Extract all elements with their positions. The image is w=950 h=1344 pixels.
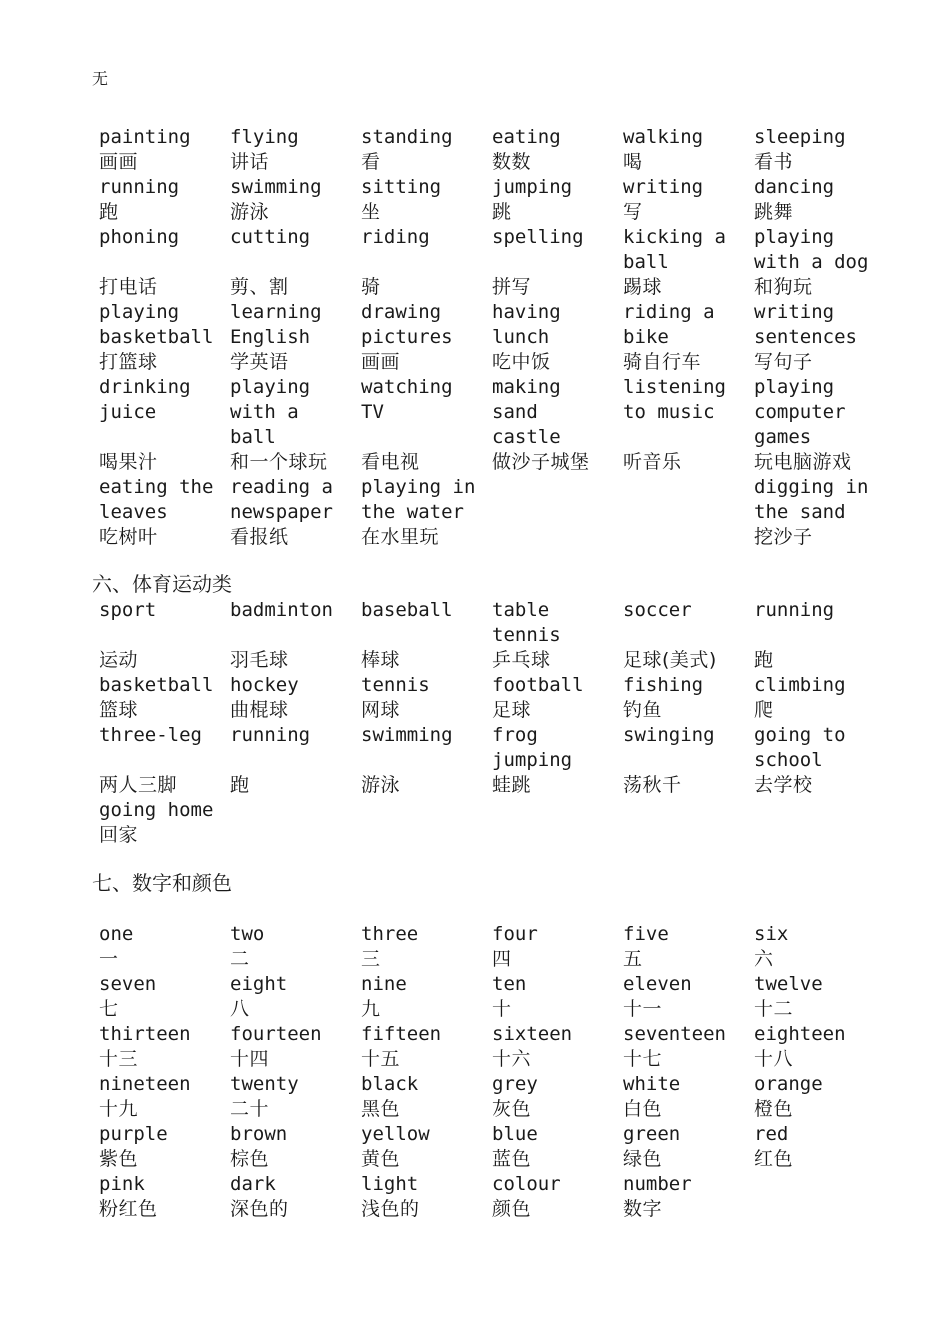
vocab-cell-english: badminton bbox=[230, 599, 333, 621]
vocab-cell-english: football bbox=[492, 674, 584, 696]
vocab-cell-chinese: 坐 bbox=[361, 201, 381, 223]
vocab-cell-english bbox=[361, 798, 492, 823]
vocab-cell-english: light bbox=[361, 1173, 419, 1195]
vocab-cell-chinese: 运动 bbox=[99, 649, 139, 671]
vocab-cell-english: playing in the water bbox=[361, 476, 487, 523]
vocab-cell-chinese: 做沙子城堡 bbox=[492, 451, 590, 473]
vocab-cell-chinese: 颜色 bbox=[492, 1198, 532, 1220]
vocab-cell-chinese: 挖沙子 bbox=[754, 526, 813, 548]
vocab-cell-chinese: 十 bbox=[492, 998, 512, 1020]
vocab-cell-chinese bbox=[754, 1197, 885, 1222]
vocab-cell-english: riding bbox=[361, 226, 430, 248]
vocab-cell-chinese: 十二 bbox=[754, 998, 794, 1020]
vocab-cell-english: number bbox=[623, 1173, 692, 1195]
vocab-cell-english bbox=[623, 798, 754, 823]
vocab-cell-english: spelling bbox=[492, 226, 584, 248]
vocab-cell-chinese bbox=[492, 525, 623, 550]
vocab-cell-chinese: 深色的 bbox=[230, 1198, 289, 1220]
vocab-cell-chinese: 学英语 bbox=[230, 351, 289, 373]
vocab-cell-english: swimming bbox=[361, 724, 453, 746]
vocab-cell-english: three-leg bbox=[99, 724, 202, 746]
vocab-cell-chinese: 听音乐 bbox=[623, 451, 682, 473]
vocab-cell-english: writing bbox=[623, 176, 704, 198]
vocab-cell-english: six bbox=[754, 923, 789, 945]
vocab-cell-chinese: 十七 bbox=[623, 1048, 663, 1070]
vocab-cell-chinese: 讲话 bbox=[230, 151, 270, 173]
vocab-cell-chinese: 钓鱼 bbox=[623, 699, 663, 721]
vocab-cell-chinese: 和一个球玩 bbox=[230, 451, 328, 473]
vocab-cell-english: brown bbox=[230, 1123, 288, 1145]
vocab-cell-english: purple bbox=[99, 1123, 168, 1145]
vocab-cell-chinese: 黑色 bbox=[361, 1098, 401, 1120]
vocab-cell-chinese: 一 bbox=[99, 948, 119, 970]
vocab-cell-english: eating bbox=[492, 126, 561, 148]
vocab-cell-chinese bbox=[623, 525, 754, 550]
vocab-cell-chinese: 棒球 bbox=[361, 649, 401, 671]
vocab-cell-english: eating the leaves bbox=[99, 476, 214, 523]
vocab-cell-english: baseball bbox=[361, 599, 453, 621]
vocab-cell-english: playing basketball bbox=[99, 301, 214, 348]
vocab-cell-english: black bbox=[361, 1073, 419, 1095]
vocab-cell-chinese: 吃中饭 bbox=[492, 351, 551, 373]
vocab-cell-chinese: 打篮球 bbox=[99, 351, 158, 373]
vocab-cell-chinese: 回家 bbox=[99, 824, 139, 846]
vocab-cell-english: drawing pictures bbox=[361, 301, 453, 348]
vocab-cell-chinese: 去学校 bbox=[754, 774, 813, 796]
vocab-cell-english: colour bbox=[492, 1173, 561, 1195]
vocab-cell-chinese: 十九 bbox=[99, 1098, 139, 1120]
vocab-cell-english: seventeen bbox=[623, 1023, 726, 1045]
vocab-cell-english: climbing bbox=[754, 674, 846, 696]
vocab-cell-chinese: 三 bbox=[361, 948, 381, 970]
vocab-cell-chinese bbox=[230, 823, 361, 848]
vocab-cell-english: three bbox=[361, 923, 419, 945]
vocab-cell-english: going to school bbox=[754, 724, 846, 771]
vocab-cell-english: eighteen bbox=[754, 1023, 846, 1045]
vocab-cell-chinese: 看 bbox=[361, 151, 381, 173]
vocab-cell-chinese: 数字 bbox=[623, 1198, 663, 1220]
vocab-cell-english: orange bbox=[754, 1073, 823, 1095]
vocab-cell-chinese: 粉红色 bbox=[99, 1198, 158, 1220]
vocab-cell-english: twenty bbox=[230, 1073, 299, 1095]
vocab-cell-chinese: 爬 bbox=[754, 699, 774, 721]
vocab-cell-chinese: 荡秋千 bbox=[623, 774, 682, 796]
section-title-numbers-colours: 七、数字和颜色 bbox=[92, 871, 232, 895]
vocab-cell-chinese: 二 bbox=[230, 948, 250, 970]
vocab-cell-english: sitting bbox=[361, 176, 442, 198]
vocab-cell-english: basketball bbox=[99, 674, 214, 696]
vocab-cell-english: nineteen bbox=[99, 1073, 191, 1095]
vocab-cell-chinese: 四 bbox=[492, 948, 512, 970]
vocab-cell-english: ten bbox=[492, 973, 527, 995]
vocab-cell-chinese: 打电话 bbox=[99, 276, 158, 298]
vocab-cell-chinese bbox=[492, 823, 623, 848]
vocab-cell-english: twelve bbox=[754, 973, 823, 995]
vocab-cell-chinese: 看书 bbox=[754, 151, 794, 173]
vocab-cell-chinese: 曲棍球 bbox=[230, 699, 289, 721]
vocab-cell-english: watching TV bbox=[361, 376, 453, 423]
vocab-cell-english: tennis bbox=[361, 674, 430, 696]
vocab-cell-chinese: 踢球 bbox=[623, 276, 663, 298]
vocab-cell-english: running bbox=[99, 176, 180, 198]
vocab-cell-english: seven bbox=[99, 973, 157, 995]
vocab-cell-english: kicking a ball bbox=[623, 226, 726, 273]
vocab-cell-english: reading a newspaper bbox=[230, 476, 333, 523]
vocab-cell-chinese: 喝果汁 bbox=[99, 451, 158, 473]
vocab-table-sports bbox=[99, 598, 889, 848]
vocab-cell-english: fourteen bbox=[230, 1023, 322, 1045]
vocab-cell-chinese: 喝 bbox=[623, 151, 643, 173]
vocab-cell-english: standing bbox=[361, 126, 453, 148]
vocab-cell-english bbox=[492, 798, 623, 823]
vocab-cell-english: white bbox=[623, 1073, 681, 1095]
vocab-cell-english: green bbox=[623, 1123, 681, 1145]
vocab-cell-chinese: 浅色的 bbox=[361, 1198, 420, 1220]
vocab-cell-english: flying bbox=[230, 126, 299, 148]
vocab-cell-chinese: 二十 bbox=[230, 1098, 270, 1120]
vocab-cell-chinese: 棕色 bbox=[230, 1148, 270, 1170]
vocab-cell-chinese: 看报纸 bbox=[230, 526, 289, 548]
vocab-cell-english: phoning bbox=[99, 226, 180, 248]
vocab-cell-chinese: 跑 bbox=[754, 649, 774, 671]
vocab-cell-chinese: 十三 bbox=[99, 1048, 139, 1070]
vocab-cell-english: blue bbox=[492, 1123, 538, 1145]
vocab-cell-english: red bbox=[754, 1123, 789, 1145]
vocab-cell-english: thirteen bbox=[99, 1023, 191, 1045]
vocab-cell-english: four bbox=[492, 923, 538, 945]
vocab-cell-chinese: 骑自行车 bbox=[623, 351, 702, 373]
vocab-cell-chinese: 橙色 bbox=[754, 1098, 794, 1120]
vocab-cell-chinese: 游泳 bbox=[230, 201, 270, 223]
vocab-cell-chinese: 六 bbox=[754, 948, 774, 970]
vocab-cell-english: five bbox=[623, 923, 669, 945]
vocab-cell-chinese: 剪、割 bbox=[230, 276, 289, 298]
vocab-cell-english: pink bbox=[99, 1173, 145, 1195]
vocab-cell-chinese: 红色 bbox=[754, 1148, 794, 1170]
vocab-cell-chinese: 足球 bbox=[492, 699, 532, 721]
vocab-table-actions bbox=[99, 125, 889, 550]
vocab-cell-english: dancing bbox=[754, 176, 835, 198]
vocab-cell-chinese: 十八 bbox=[754, 1048, 794, 1070]
vocab-cell-chinese: 八 bbox=[230, 998, 250, 1020]
vocab-cell-chinese bbox=[754, 823, 885, 848]
vocab-cell-english: swinging bbox=[623, 724, 715, 746]
vocab-cell-chinese: 七 bbox=[99, 998, 119, 1020]
vocab-table-numbers-colours bbox=[99, 922, 889, 1222]
vocab-cell-english: sixteen bbox=[492, 1023, 573, 1045]
vocab-cell-chinese: 紫色 bbox=[99, 1148, 139, 1170]
vocab-cell-english: eleven bbox=[623, 973, 692, 995]
vocab-cell-chinese: 写 bbox=[623, 201, 643, 223]
vocab-cell-chinese: 画画 bbox=[361, 351, 401, 373]
vocab-cell-english: grey bbox=[492, 1073, 538, 1095]
vocab-cell-chinese: 跳舞 bbox=[754, 201, 794, 223]
vocab-cell-chinese: 十四 bbox=[230, 1048, 270, 1070]
page-header-mark: 无 bbox=[92, 69, 109, 88]
vocab-cell-chinese: 骑 bbox=[361, 276, 381, 298]
vocab-cell-english: table tennis bbox=[492, 599, 561, 646]
vocab-cell-english: playing with a dog bbox=[754, 226, 869, 273]
vocab-cell-chinese: 绿色 bbox=[623, 1148, 663, 1170]
vocab-cell-english: walking bbox=[623, 126, 704, 148]
vocab-cell-chinese: 游泳 bbox=[361, 774, 401, 796]
vocab-cell-english: cutting bbox=[230, 226, 311, 248]
vocab-cell-english: running bbox=[754, 599, 835, 621]
vocab-cell-english bbox=[754, 798, 885, 823]
vocab-cell-english bbox=[492, 475, 623, 525]
vocab-cell-english: yellow bbox=[361, 1123, 430, 1145]
vocab-cell-english: swimming bbox=[230, 176, 322, 198]
vocab-cell-english: listening to music bbox=[623, 376, 726, 423]
vocab-cell-chinese: 蛙跳 bbox=[492, 774, 532, 796]
vocab-cell-chinese: 足球(美式) bbox=[623, 649, 717, 671]
vocab-cell-english: digging in the sand bbox=[754, 476, 869, 523]
vocab-cell-english: learning English bbox=[230, 301, 322, 348]
vocab-cell-chinese: 拼写 bbox=[492, 276, 532, 298]
vocab-cell-english: running bbox=[230, 724, 311, 746]
vocab-cell-english: making sand castle bbox=[492, 376, 561, 448]
vocab-cell-english: playing computer games bbox=[754, 376, 846, 448]
vocab-cell-english bbox=[230, 798, 361, 823]
vocab-cell-chinese: 十六 bbox=[492, 1048, 532, 1070]
vocab-cell-english: writing sentences bbox=[754, 301, 857, 348]
vocab-cell-chinese: 画画 bbox=[99, 151, 139, 173]
vocab-cell-english: frog jumping bbox=[492, 724, 573, 771]
vocab-cell-chinese: 和狗玩 bbox=[754, 276, 813, 298]
vocab-cell-english: painting bbox=[99, 126, 191, 148]
vocab-cell-chinese bbox=[361, 823, 492, 848]
vocab-cell-chinese: 跑 bbox=[230, 774, 250, 796]
vocab-cell-chinese: 看电视 bbox=[361, 451, 420, 473]
vocab-cell-chinese: 灰色 bbox=[492, 1098, 532, 1120]
vocab-cell-english: having lunch bbox=[492, 301, 561, 348]
vocab-cell-chinese bbox=[623, 823, 754, 848]
vocab-cell-chinese: 网球 bbox=[361, 699, 401, 721]
vocab-cell-english: sport bbox=[99, 599, 157, 621]
vocab-cell-chinese: 数数 bbox=[492, 151, 532, 173]
vocab-cell-english: two bbox=[230, 923, 265, 945]
vocab-cell-chinese: 九 bbox=[361, 998, 381, 1020]
vocab-cell-chinese: 羽毛球 bbox=[230, 649, 289, 671]
vocab-cell-english: drinking juice bbox=[99, 376, 191, 423]
vocab-cell-english: soccer bbox=[623, 599, 692, 621]
vocab-cell-chinese: 吃树叶 bbox=[99, 526, 158, 548]
vocab-cell-english: jumping bbox=[492, 176, 573, 198]
vocab-cell-chinese: 跳 bbox=[492, 201, 512, 223]
vocab-cell-english: fishing bbox=[623, 674, 704, 696]
vocab-cell-english: riding a bike bbox=[623, 301, 715, 348]
vocab-cell-chinese: 跑 bbox=[99, 201, 119, 223]
vocab-cell-english: hockey bbox=[230, 674, 299, 696]
section-title-sports: 六、体育运动类 bbox=[92, 572, 232, 596]
vocab-cell-english: fifteen bbox=[361, 1023, 442, 1045]
vocab-cell-chinese: 白色 bbox=[623, 1098, 663, 1120]
vocab-cell-chinese: 黄色 bbox=[361, 1148, 401, 1170]
vocab-cell-chinese: 在水里玩 bbox=[361, 526, 440, 548]
vocab-cell-english: one bbox=[99, 923, 134, 945]
vocab-cell-chinese: 十一 bbox=[623, 998, 663, 1020]
vocab-cell-chinese: 五 bbox=[623, 948, 643, 970]
vocab-cell-chinese: 乒乓球 bbox=[492, 649, 551, 671]
vocab-cell-english: playing with a ball bbox=[230, 376, 311, 448]
vocab-cell-english: sleeping bbox=[754, 126, 846, 148]
vocab-cell-chinese: 玩电脑游戏 bbox=[754, 451, 852, 473]
vocab-cell-english: going home bbox=[99, 799, 214, 821]
vocab-cell-english: nine bbox=[361, 973, 407, 995]
vocab-cell-chinese: 写句子 bbox=[754, 351, 813, 373]
vocab-cell-chinese: 十五 bbox=[361, 1048, 401, 1070]
vocab-cell-chinese: 蓝色 bbox=[492, 1148, 532, 1170]
vocab-cell-english bbox=[754, 1172, 885, 1197]
vocab-cell-english bbox=[623, 475, 754, 525]
vocab-cell-english: dark bbox=[230, 1173, 276, 1195]
vocab-cell-chinese: 两人三脚 bbox=[99, 774, 178, 796]
vocab-cell-english: eight bbox=[230, 973, 288, 995]
vocab-cell-chinese: 篮球 bbox=[99, 699, 139, 721]
